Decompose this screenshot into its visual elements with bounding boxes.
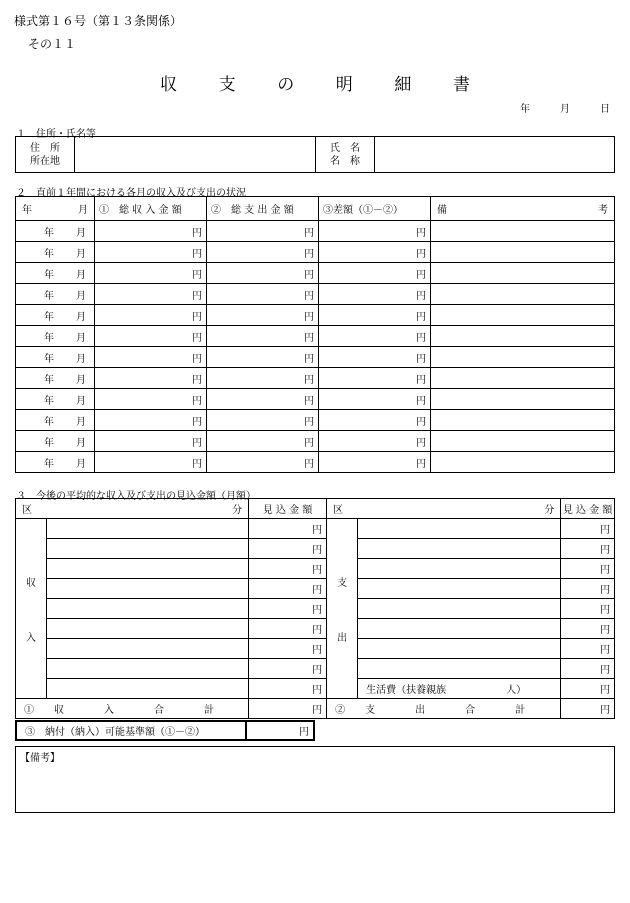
page-title (160, 70, 470, 95)
title-char: 書 (452, 75, 470, 95)
expense-item-cell[interactable] (358, 519, 561, 539)
totals-row (16, 699, 615, 719)
diff-amount-cell[interactable]: 円 (319, 389, 431, 410)
month-cell[interactable]: 年 月 (16, 347, 95, 368)
remarks-cell[interactable] (431, 263, 615, 284)
month-cell[interactable]: 年 月 (16, 431, 95, 452)
monthly-row (16, 221, 615, 242)
remarks-cell[interactable] (431, 452, 615, 473)
expense-amount-cell[interactable]: 円 (207, 263, 319, 284)
expense-amount-cell[interactable]: 円 (207, 347, 319, 368)
expense-amount-cell[interactable]: 円 (207, 368, 319, 389)
month-cell[interactable]: 年 月 (16, 410, 95, 431)
expense-amount-cell[interactable]: 円 (561, 639, 615, 659)
sub-number: その１１ (28, 37, 77, 51)
diff-amount-cell[interactable]: 円 (319, 305, 431, 326)
monthly-row (16, 452, 615, 473)
income-amount-cell[interactable]: 円 (249, 539, 327, 559)
expense-amount-cell[interactable]: 円 (207, 452, 319, 473)
estimate-row (16, 639, 615, 659)
expense-amount-cell[interactable]: 円 (561, 659, 615, 679)
income-amount-cell[interactable]: 円 (95, 263, 207, 284)
diff-amount-cell[interactable]: 円 (319, 452, 431, 473)
diff-amount-cell[interactable]: 円 (319, 221, 431, 242)
income-item-cell[interactable] (47, 679, 249, 699)
col-header-diff: ③差額（①－②） (319, 197, 431, 221)
col-header-month: 年 月 (16, 197, 95, 221)
expense-amount-cell[interactable]: 円 (207, 389, 319, 410)
income-total-value[interactable]: 円 (249, 699, 327, 719)
expense-amount-cell[interactable]: 円 (561, 619, 615, 639)
income-amount-cell[interactable]: 円 (249, 599, 327, 619)
date-line (520, 100, 610, 115)
monthly-row (16, 284, 615, 305)
expense-amount-cell[interactable]: 円 (207, 410, 319, 431)
section3-heading: ３ 今後の平均的な収入及び支出の見込金額（月額） (16, 491, 256, 502)
month-cell[interactable]: 年 月 (16, 221, 95, 242)
payable-base-table (15, 720, 315, 741)
expense-item-cell[interactable]: 生活費（扶養親族 人） (358, 679, 561, 699)
income-amount-cell[interactable]: 円 (249, 659, 327, 679)
remarks-cell[interactable] (431, 221, 615, 242)
income-amount-cell[interactable]: 円 (95, 284, 207, 305)
remarks-cell[interactable] (431, 347, 615, 368)
diff-amount-cell[interactable]: 円 (319, 410, 431, 431)
month-cell[interactable]: 年 月 (16, 263, 95, 284)
expense-amount-cell[interactable]: 円 (561, 599, 615, 619)
col-header-income: ① 総 収 入 金 額 (95, 197, 207, 221)
title-char: 明 (335, 75, 353, 95)
address-label: 住 所 所在地 (16, 137, 75, 173)
remarks-cell[interactable] (431, 368, 615, 389)
name-label: 氏 名 名 称 (316, 137, 375, 173)
expense-amount-cell[interactable]: 円 (207, 284, 319, 305)
income-amount-cell[interactable]: 円 (95, 431, 207, 452)
income-amount-cell[interactable]: 円 (95, 368, 207, 389)
income-group-label: 収 入 (16, 519, 47, 699)
monthly-table (15, 196, 615, 473)
income-amount-cell[interactable]: 円 (249, 579, 327, 599)
payable-base-value[interactable]: 円 (246, 721, 314, 740)
estimate-row (16, 539, 615, 559)
remarks-box[interactable] (15, 746, 615, 813)
income-item-cell[interactable] (47, 599, 249, 619)
remarks-cell[interactable] (431, 305, 615, 326)
diff-amount-cell[interactable]: 円 (319, 368, 431, 389)
monthly-row (16, 263, 615, 284)
section1-heading: １ 住所・氏名等 (16, 129, 96, 140)
remarks-cell[interactable] (431, 284, 615, 305)
expense-amount-cell[interactable]: 円 (561, 559, 615, 579)
income-amount-cell[interactable]: 円 (95, 347, 207, 368)
income-amount-cell[interactable]: 円 (95, 410, 207, 431)
title-char: 支 (218, 75, 236, 95)
estimate-row (16, 659, 615, 679)
col-header-estimate-income: 見 込 金 額 (249, 499, 327, 519)
date-label: 年 (520, 104, 530, 115)
monthly-row (16, 410, 615, 431)
date-label: 日 (600, 104, 610, 115)
estimate-row (16, 519, 615, 539)
income-item-cell[interactable] (47, 619, 249, 639)
expense-item-cell[interactable] (358, 619, 561, 639)
expense-group-label: 支 出 (327, 519, 358, 699)
income-amount-cell[interactable]: 円 (95, 221, 207, 242)
income-item-cell[interactable] (47, 519, 249, 539)
diff-amount-cell[interactable]: 円 (319, 431, 431, 452)
monthly-row (16, 326, 615, 347)
income-amount-cell[interactable]: 円 (95, 305, 207, 326)
diff-amount-cell[interactable]: 円 (319, 263, 431, 284)
estimate-row (16, 559, 615, 579)
expense-amount-cell[interactable]: 円 (561, 519, 615, 539)
section2-heading: ２ 直前１年間における各月の収入及び支出の状況 (16, 188, 246, 199)
monthly-row (16, 389, 615, 410)
date-label: 月 (560, 104, 570, 115)
expense-item-cell[interactable] (358, 639, 561, 659)
col-header-ku-bun: 区 分 (16, 499, 249, 519)
title-char: 収 (160, 75, 177, 95)
col-header-estimate-expense: 見 込 金 額 (561, 499, 615, 519)
monthly-row (16, 305, 615, 326)
expense-item-cell[interactable] (358, 539, 561, 559)
estimate-row (16, 599, 615, 619)
month-cell[interactable]: 年 月 (16, 305, 95, 326)
income-amount-cell[interactable]: 円 (249, 619, 327, 639)
expense-amount-cell[interactable]: 円 (207, 221, 319, 242)
estimate-table (15, 498, 615, 719)
expense-amount-cell[interactable]: 円 (207, 305, 319, 326)
income-amount-cell[interactable]: 円 (95, 452, 207, 473)
expense-item-cell[interactable] (358, 579, 561, 599)
form-number: 様式第１６号（第１３条関係） (14, 14, 183, 28)
income-item-cell[interactable] (47, 579, 249, 599)
monthly-row (16, 347, 615, 368)
estimate-row (16, 679, 615, 699)
month-cell[interactable]: 年 月 (16, 368, 95, 389)
diff-amount-cell[interactable]: 円 (319, 242, 431, 263)
income-amount-cell[interactable]: 円 (249, 519, 327, 539)
title-char: 細 (394, 75, 412, 95)
income-total-label: ① 収 入 合 計 (16, 699, 249, 719)
diff-amount-cell[interactable]: 円 (319, 326, 431, 347)
diff-amount-cell[interactable]: 円 (319, 347, 431, 368)
expense-amount-cell[interactable]: 円 (561, 539, 615, 559)
income-amount-cell[interactable]: 円 (95, 389, 207, 410)
remarks-cell[interactable] (431, 389, 615, 410)
monthly-row (16, 368, 615, 389)
remarks-cell[interactable] (431, 326, 615, 347)
income-amount-cell[interactable]: 円 (249, 559, 327, 579)
address-field[interactable] (75, 137, 316, 173)
remarks-cell[interactable] (431, 410, 615, 431)
month-cell[interactable]: 年 月 (16, 284, 95, 305)
income-amount-cell[interactable]: 円 (249, 679, 327, 699)
expense-item-cell[interactable] (358, 559, 561, 579)
income-item-cell[interactable] (47, 539, 249, 559)
expense-item-cell[interactable] (358, 659, 561, 679)
estimate-row (16, 619, 615, 639)
diff-amount-cell[interactable]: 円 (319, 284, 431, 305)
remarks-cell[interactable] (431, 242, 615, 263)
remarks-label: 【備考】 (20, 753, 60, 764)
monthly-row (16, 431, 615, 452)
income-amount-cell[interactable]: 円 (95, 242, 207, 263)
income-amount-cell[interactable]: 円 (249, 639, 327, 659)
expense-amount-cell[interactable]: 円 (207, 242, 319, 263)
month-cell[interactable]: 年 月 (16, 326, 95, 347)
address-name-table (15, 136, 615, 173)
expense-amount-cell[interactable]: 円 (561, 679, 615, 699)
estimate-row (16, 579, 615, 599)
remarks-cell[interactable] (431, 431, 615, 452)
expense-amount-cell[interactable]: 円 (561, 579, 615, 599)
expense-item-cell[interactable] (358, 599, 561, 619)
month-cell[interactable]: 年 月 (16, 452, 95, 473)
title-char: の (277, 75, 295, 95)
expense-total-label: ② 支 出 合 計 (327, 699, 561, 719)
income-item-cell[interactable] (47, 659, 249, 679)
name-field[interactable] (375, 137, 615, 173)
income-item-cell[interactable] (47, 559, 249, 579)
col-header-expense: ② 総 支 出 金 額 (207, 197, 319, 221)
month-cell[interactable]: 年 月 (16, 242, 95, 263)
payable-base-label: ③ 納付（納入）可能基準額（①－②） (16, 721, 246, 740)
month-cell[interactable]: 年 月 (16, 389, 95, 410)
col-header-remarks: 備 考 (431, 197, 615, 221)
income-amount-cell[interactable]: 円 (95, 326, 207, 347)
expense-amount-cell[interactable]: 円 (207, 431, 319, 452)
monthly-row (16, 242, 615, 263)
expense-amount-cell[interactable]: 円 (207, 326, 319, 347)
col-header-ku-bun-2: 区 分 (327, 499, 561, 519)
expense-total-value[interactable]: 円 (561, 699, 615, 719)
income-item-cell[interactable] (47, 639, 249, 659)
